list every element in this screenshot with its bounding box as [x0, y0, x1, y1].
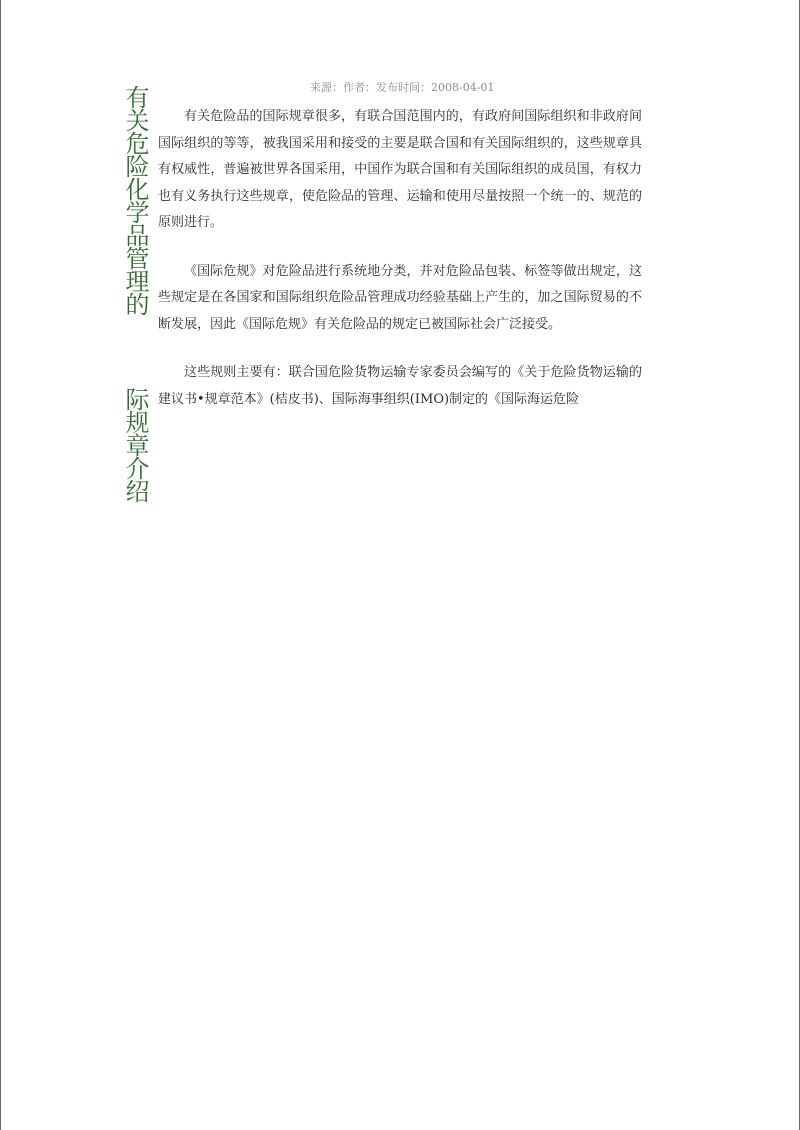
page-border-left: [0, 0, 1, 1130]
paragraph-3: 这些规则主要有：联合国危险货物运输专家委员会编写的《关于危险货物运输的建议书•规章范本》(桔皮书)、国际海事组织(IMO)制定的《国际海运危险: [158, 365, 642, 407]
paragraph-1: 有关危险品的国际规章很多，有联合国范围内的，有政府间国际组织和非政府间国际组织的等等，被我国采用和接受的主要是联合国和有关国际组织的，这些规章具有权威性，普遍被世界各国采用，中国作为联合国和有关国际组织的成员国，有权力也有义务执行这些规章，使危险品的管理、运输和使用尽量按照一个统一的、规范的原则进行。: [158, 109, 642, 230]
document-title-part-1: 有关危险化学品管理的: [121, 85, 149, 315]
article-meta: 来源：作者：发布时间：2008-04-01: [310, 81, 495, 94]
article-body: [158, 104, 642, 435]
document-title-part-2: 际规章介绍: [121, 386, 149, 502]
paragraph-2: 《国际危规》对危险品进行系统地分类，并对危险品包装、标签等做出规定，这些规定是在各国家和国际组织危险品管理成功经验基础上产生的，加之国际贸易的不断发展，因此《国际危规》有关危险品的规定已被国际社会广泛接受。: [158, 263, 642, 332]
